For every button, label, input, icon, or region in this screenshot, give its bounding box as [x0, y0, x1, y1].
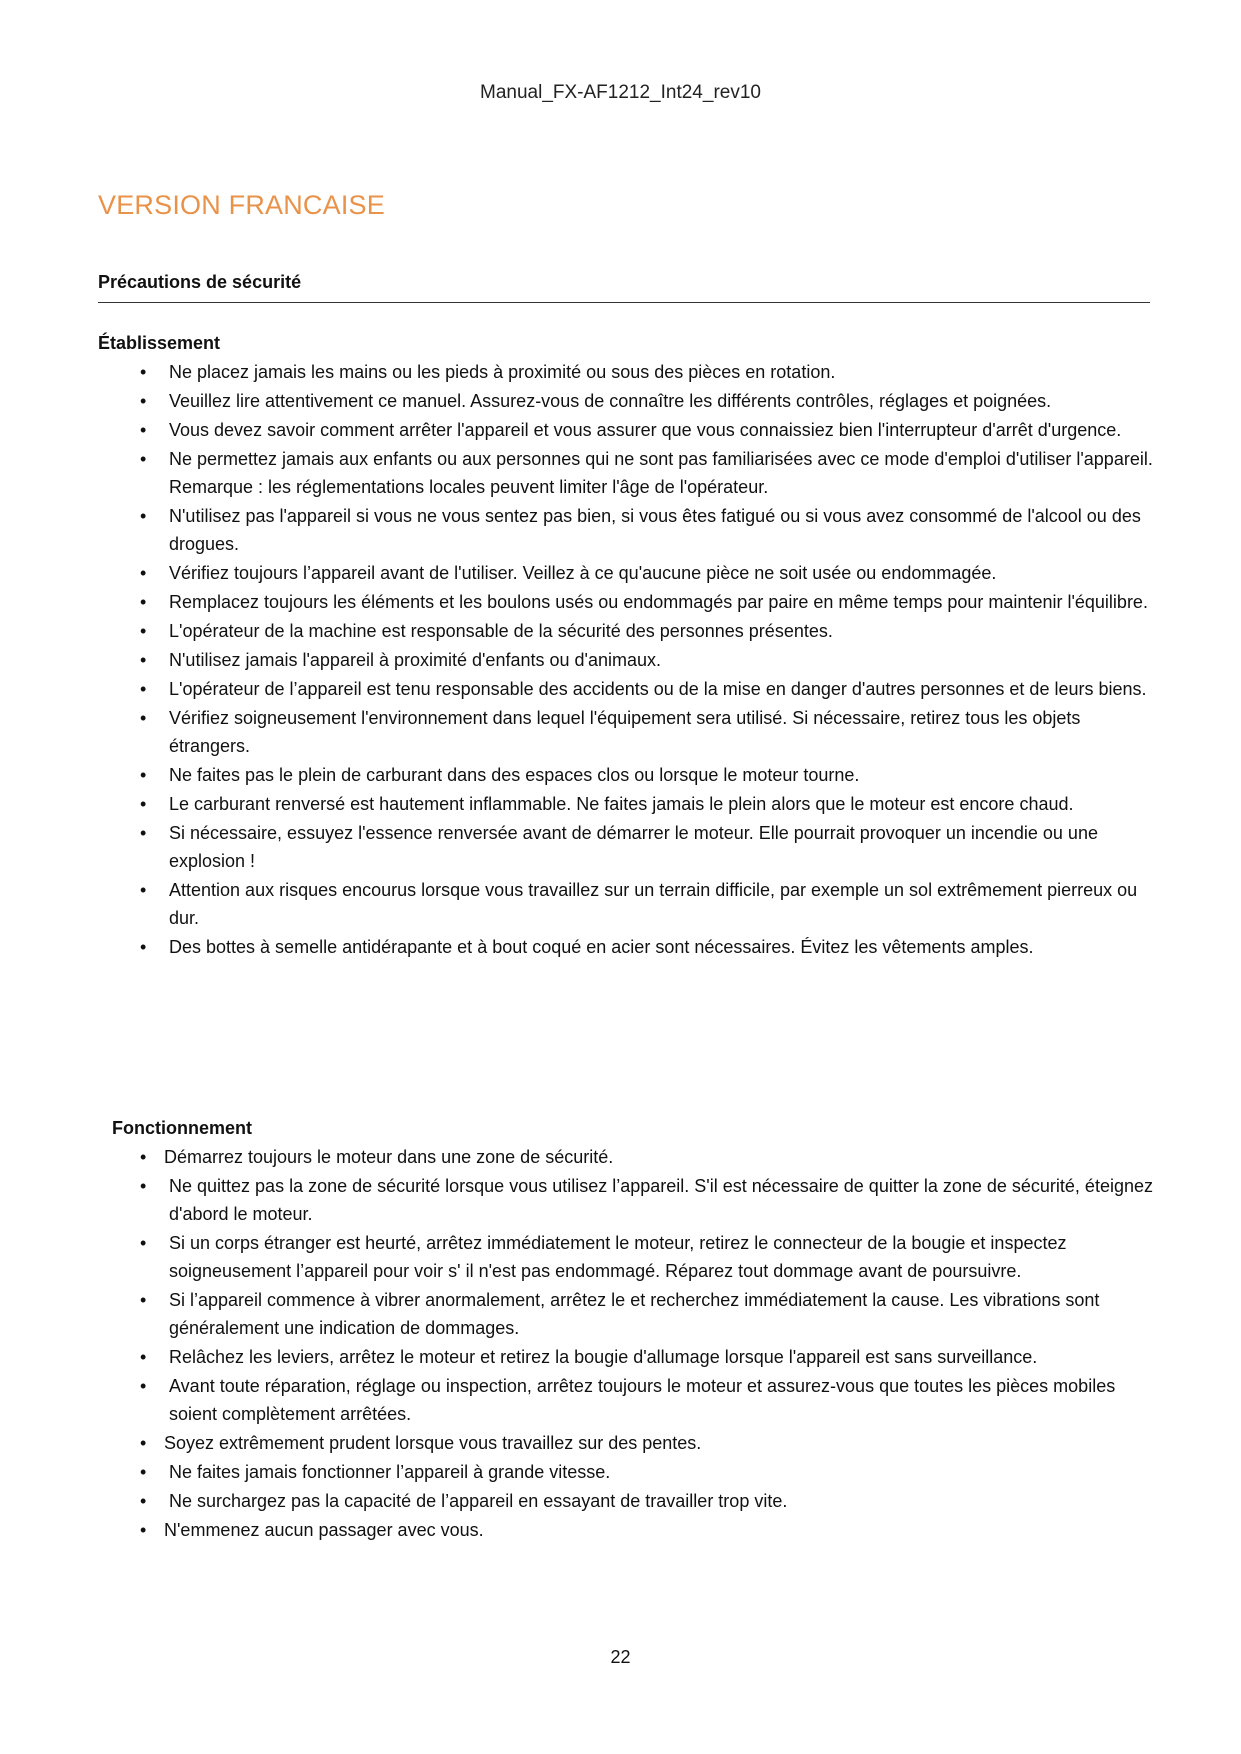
list-item: • Si un corps étranger est heurté, arrêtez immédiatement le moteur, retirez le connecteur de la bougie et inspectez soigneusement l’appareil pour voir s' il n'est pas endommagé. Réparez tout dommage avant de poursuivre.: [112, 1229, 1158, 1285]
list-item: • Soyez extrêmement prudent lorsque vous travaillez sur des pentes.: [112, 1429, 1158, 1457]
operation-heading: Fonctionnement: [112, 1118, 252, 1138]
list-item: • Si l’appareil commence à vibrer anormalement, arrêtez le et recherchez immédiatement la cause. Les vibrations sont généralement une indication de dommages.: [112, 1286, 1158, 1342]
list-item: • Ne faites jamais fonctionner l’appareil à grande vitesse.: [112, 1458, 1158, 1486]
operation-section: [112, 1118, 1158, 1545]
list-item: • Ne placez jamais les mains ou les pieds à proximité ou sous des pièces en rotation.: [98, 358, 1158, 386]
list-item: • Avant toute réparation, réglage ou inspection, arrêtez toujours le moteur et assurez-vous que toutes les pièces mobiles soient complètement arrêtées.: [112, 1372, 1158, 1428]
list-item: • Vérifiez soigneusement l'environnement dans lequel l'équipement sera utilisé. Si nécessaire, retirez tous les objets étrangers.: [98, 704, 1158, 760]
list-item: • Des bottes à semelle antidérapante et à bout coqué en acier sont nécessaires. Évitez les vêtements amples.: [98, 933, 1158, 961]
list-item: • Le carburant renversé est hautement inflammable. Ne faites jamais le plein alors que le moteur est encore chaud.: [98, 790, 1158, 818]
list-item: • Vérifiez toujours l’appareil avant de l'utiliser. Veillez à ce qu'aucune pièce ne soit usée ou endommagée.: [98, 559, 1158, 587]
page-title: VERSION FRANCAISE: [98, 190, 385, 220]
list-item: • Ne permettez jamais aux enfants ou aux personnes qui ne sont pas familiarisées avec ce mode d'emploi d'utiliser l'appareil. Remarque : les réglementations locales peuvent limiter l'âge de l'opérateur.: [98, 445, 1158, 501]
list-item: • Ne surchargez pas la capacité de l’appareil en essayant de travailler trop vite.: [112, 1487, 1158, 1515]
list-item: • L'opérateur de la machine est responsable de la sécurité des personnes présentes.: [98, 617, 1158, 645]
list-item: • N'emmenez aucun passager avec vous.: [112, 1516, 1158, 1544]
list-item: • Ne faites pas le plein de carburant dans des espaces clos ou lorsque le moteur tourne.: [98, 761, 1158, 789]
list-item: • Démarrez toujours le moteur dans une zone de sécurité.: [112, 1143, 1158, 1171]
establishment-heading: Établissement: [98, 333, 221, 353]
list-item: • Vous devez savoir comment arrêter l'appareil et vous assurer que vous connaissiez bien l'interrupteur d'arrêt d'urgence.: [98, 416, 1158, 444]
list-item: • N'utilisez jamais l'appareil à proximité d'enfants ou d'animaux.: [98, 646, 1158, 674]
list-item: • Attention aux risques encourus lorsque vous travaillez sur un terrain difficile, par exemple un sol extrêmement pierreux ou dur.: [98, 876, 1158, 932]
establishment-list: [98, 358, 1158, 961]
page-number: 22: [610, 1647, 631, 1667]
list-item: • Si nécessaire, essuyez l'essence renversée avant de démarrer le moteur. Elle pourrait provoquer un incendie ou une explosion !: [98, 819, 1158, 875]
operation-list: [112, 1143, 1158, 1544]
list-item: • Remplacez toujours les éléments et les boulons usés ou endommagés par paire en même temps pour maintenir l'équilibre.: [98, 588, 1158, 616]
list-item: • N'utilisez pas l'appareil si vous ne vous sentez pas bien, si vous êtes fatigué ou si vous avez consommé de l'alcool ou des drogues.: [98, 502, 1158, 558]
section-heading-safety: Précautions de sécurité: [98, 272, 1150, 303]
list-item: • L'opérateur de l’appareil est tenu responsable des accidents ou de la mise en danger d'autres personnes et de leurs biens.: [98, 675, 1158, 703]
establishment-section: [98, 333, 1158, 962]
list-item: • Relâchez les leviers, arrêtez le moteur et retirez la bougie d'allumage lorsque l'appareil est sans surveillance.: [112, 1343, 1158, 1371]
list-item: • Ne quittez pas la zone de sécurité lorsque vous utilisez l’appareil. S'il est nécessaire de quitter la zone de sécurité, éteignez d'abord le moteur.: [112, 1172, 1158, 1228]
list-item: • Veuillez lire attentivement ce manuel. Assurez-vous de connaître les différents contrôles, réglages et poignées.: [98, 387, 1158, 415]
page-header: Manual_FX-AF1212_Int24_rev10: [480, 82, 761, 103]
